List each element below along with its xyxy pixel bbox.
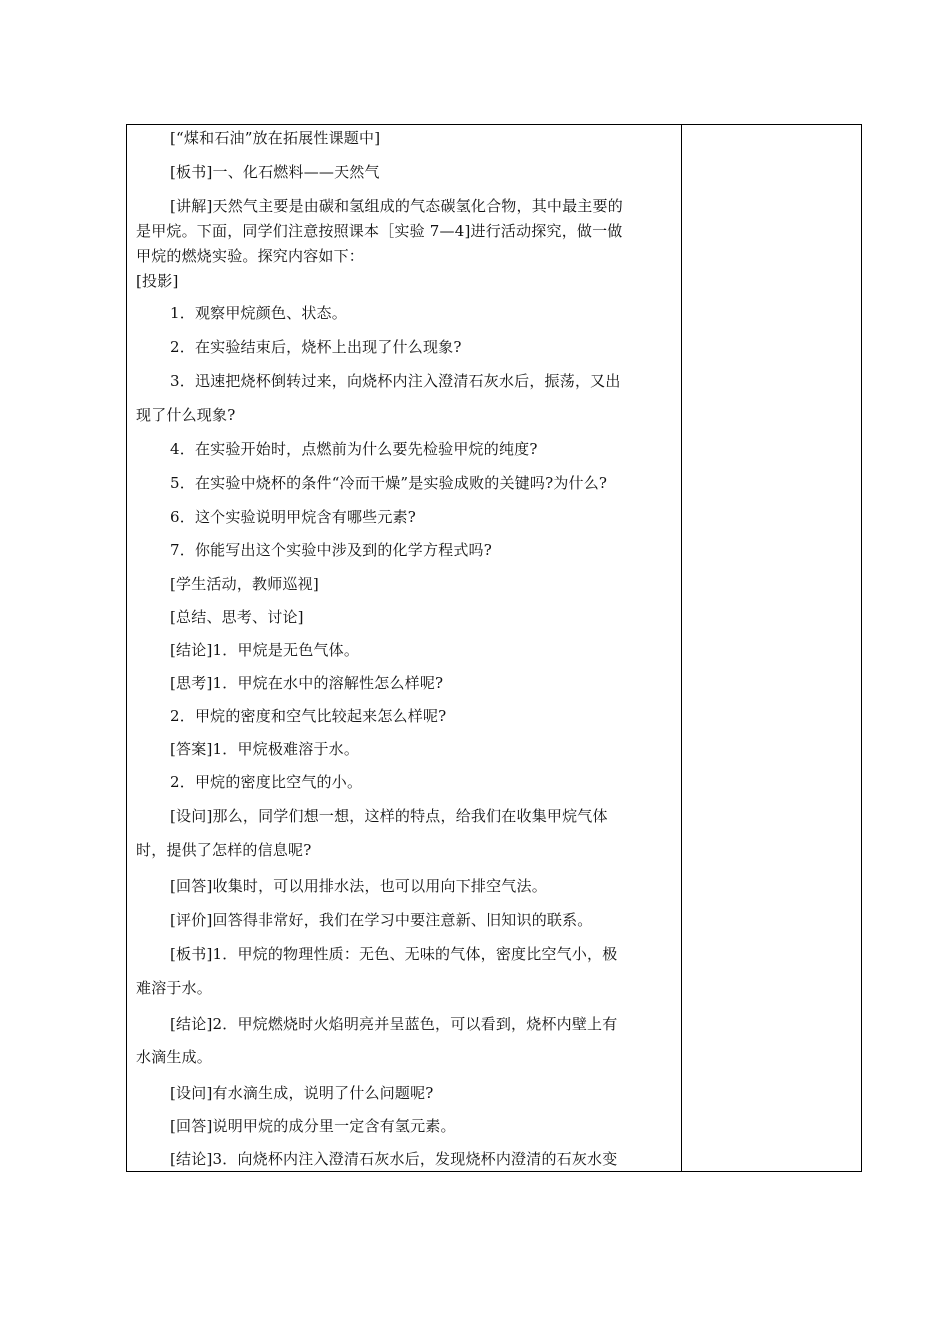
text-line: 7．你能写出这个实验中涉及到的化学方程式吗? <box>170 541 492 559</box>
text-line: 是甲烷。下面，同学们注意按照课本［实验 7—4]进行活动探究，做一做 <box>136 222 623 240</box>
text-line: [板书]一、化石燃料——天然气 <box>170 163 380 181</box>
text-line: 现了什么现象? <box>136 406 236 424</box>
lesson-content-cell <box>127 125 681 1171</box>
text-line: 甲烷的燃烧实验。探究内容如下： <box>136 247 365 265</box>
text-line: [“煤和石油”放在拓展性课题中] <box>170 129 381 147</box>
text-line: 2．甲烷的密度比空气的小。 <box>170 773 363 791</box>
text-line: [讲解]天然气主要是由碳和氢组成的气态碳氢化合物，其中最主要的 <box>170 197 623 215</box>
text-line: [思考]1．甲烷在水中的溶解性怎么样呢? <box>170 674 444 692</box>
text-line: 4．在实验开始时，点燃前为什么要先检验甲烷的纯度? <box>170 440 538 458</box>
text-line: [答案]1．甲烷极难溶于水。 <box>170 740 360 758</box>
text-line: [学生活动，教师巡视] <box>170 575 319 593</box>
text-line: [结论]1．甲烷是无色气体。 <box>170 641 360 659</box>
text-line: [板书]1．甲烷的物理性质：无色、无味的气体，密度比空气小，极 <box>170 945 618 963</box>
column-divider <box>681 125 682 1171</box>
text-line: 时，提供了怎样的信息呢? <box>136 841 312 859</box>
text-line: 难溶于水。 <box>136 979 213 997</box>
text-line: [结论]3．向烧杯内注入澄清石灰水后，发现烧杯内澄清的石灰水变 <box>170 1150 618 1168</box>
text-line: [回答]收集时，可以用排水法，也可以用向下排空气法。 <box>170 877 547 895</box>
text-line: [投影] <box>136 272 179 290</box>
lesson-table <box>126 124 862 1172</box>
text-line: [设问]那么，同学们想一想，这样的特点，给我们在收集甲烷气体 <box>170 807 608 825</box>
text-line: [总结、思考、讨论] <box>170 608 304 626</box>
text-line: [结论]2．甲烷燃烧时火焰明亮并呈蓝色，可以看到，烧杯内壁上有 <box>170 1015 618 1033</box>
text-line: 6．这个实验说明甲烷含有哪些元素? <box>170 508 416 526</box>
text-line: 2．甲烷的密度和空气比较起来怎么样呢? <box>170 707 447 725</box>
text-line: 2．在实验结束后，烧杯上出现了什么现象? <box>170 338 462 356</box>
text-line: [评价]回答得非常好，我们在学习中要注意新、旧知识的联系。 <box>170 911 593 929</box>
text-line: 水滴生成。 <box>136 1048 213 1066</box>
text-line: [设问]有水滴生成，说明了什么问题呢? <box>170 1084 434 1102</box>
text-line: 5．在实验中烧杯的条件“冷而干燥”是实验成败的关键吗?为什么? <box>170 474 608 492</box>
text-line: 3．迅速把烧杯倒转过来，向烧杯内注入澄清石灰水后，振荡，又出 <box>170 372 621 390</box>
text-line: [回答]说明甲烷的成分里一定含有氢元素。 <box>170 1117 456 1135</box>
text-line: 1．观察甲烷颜色、状态。 <box>170 304 347 322</box>
